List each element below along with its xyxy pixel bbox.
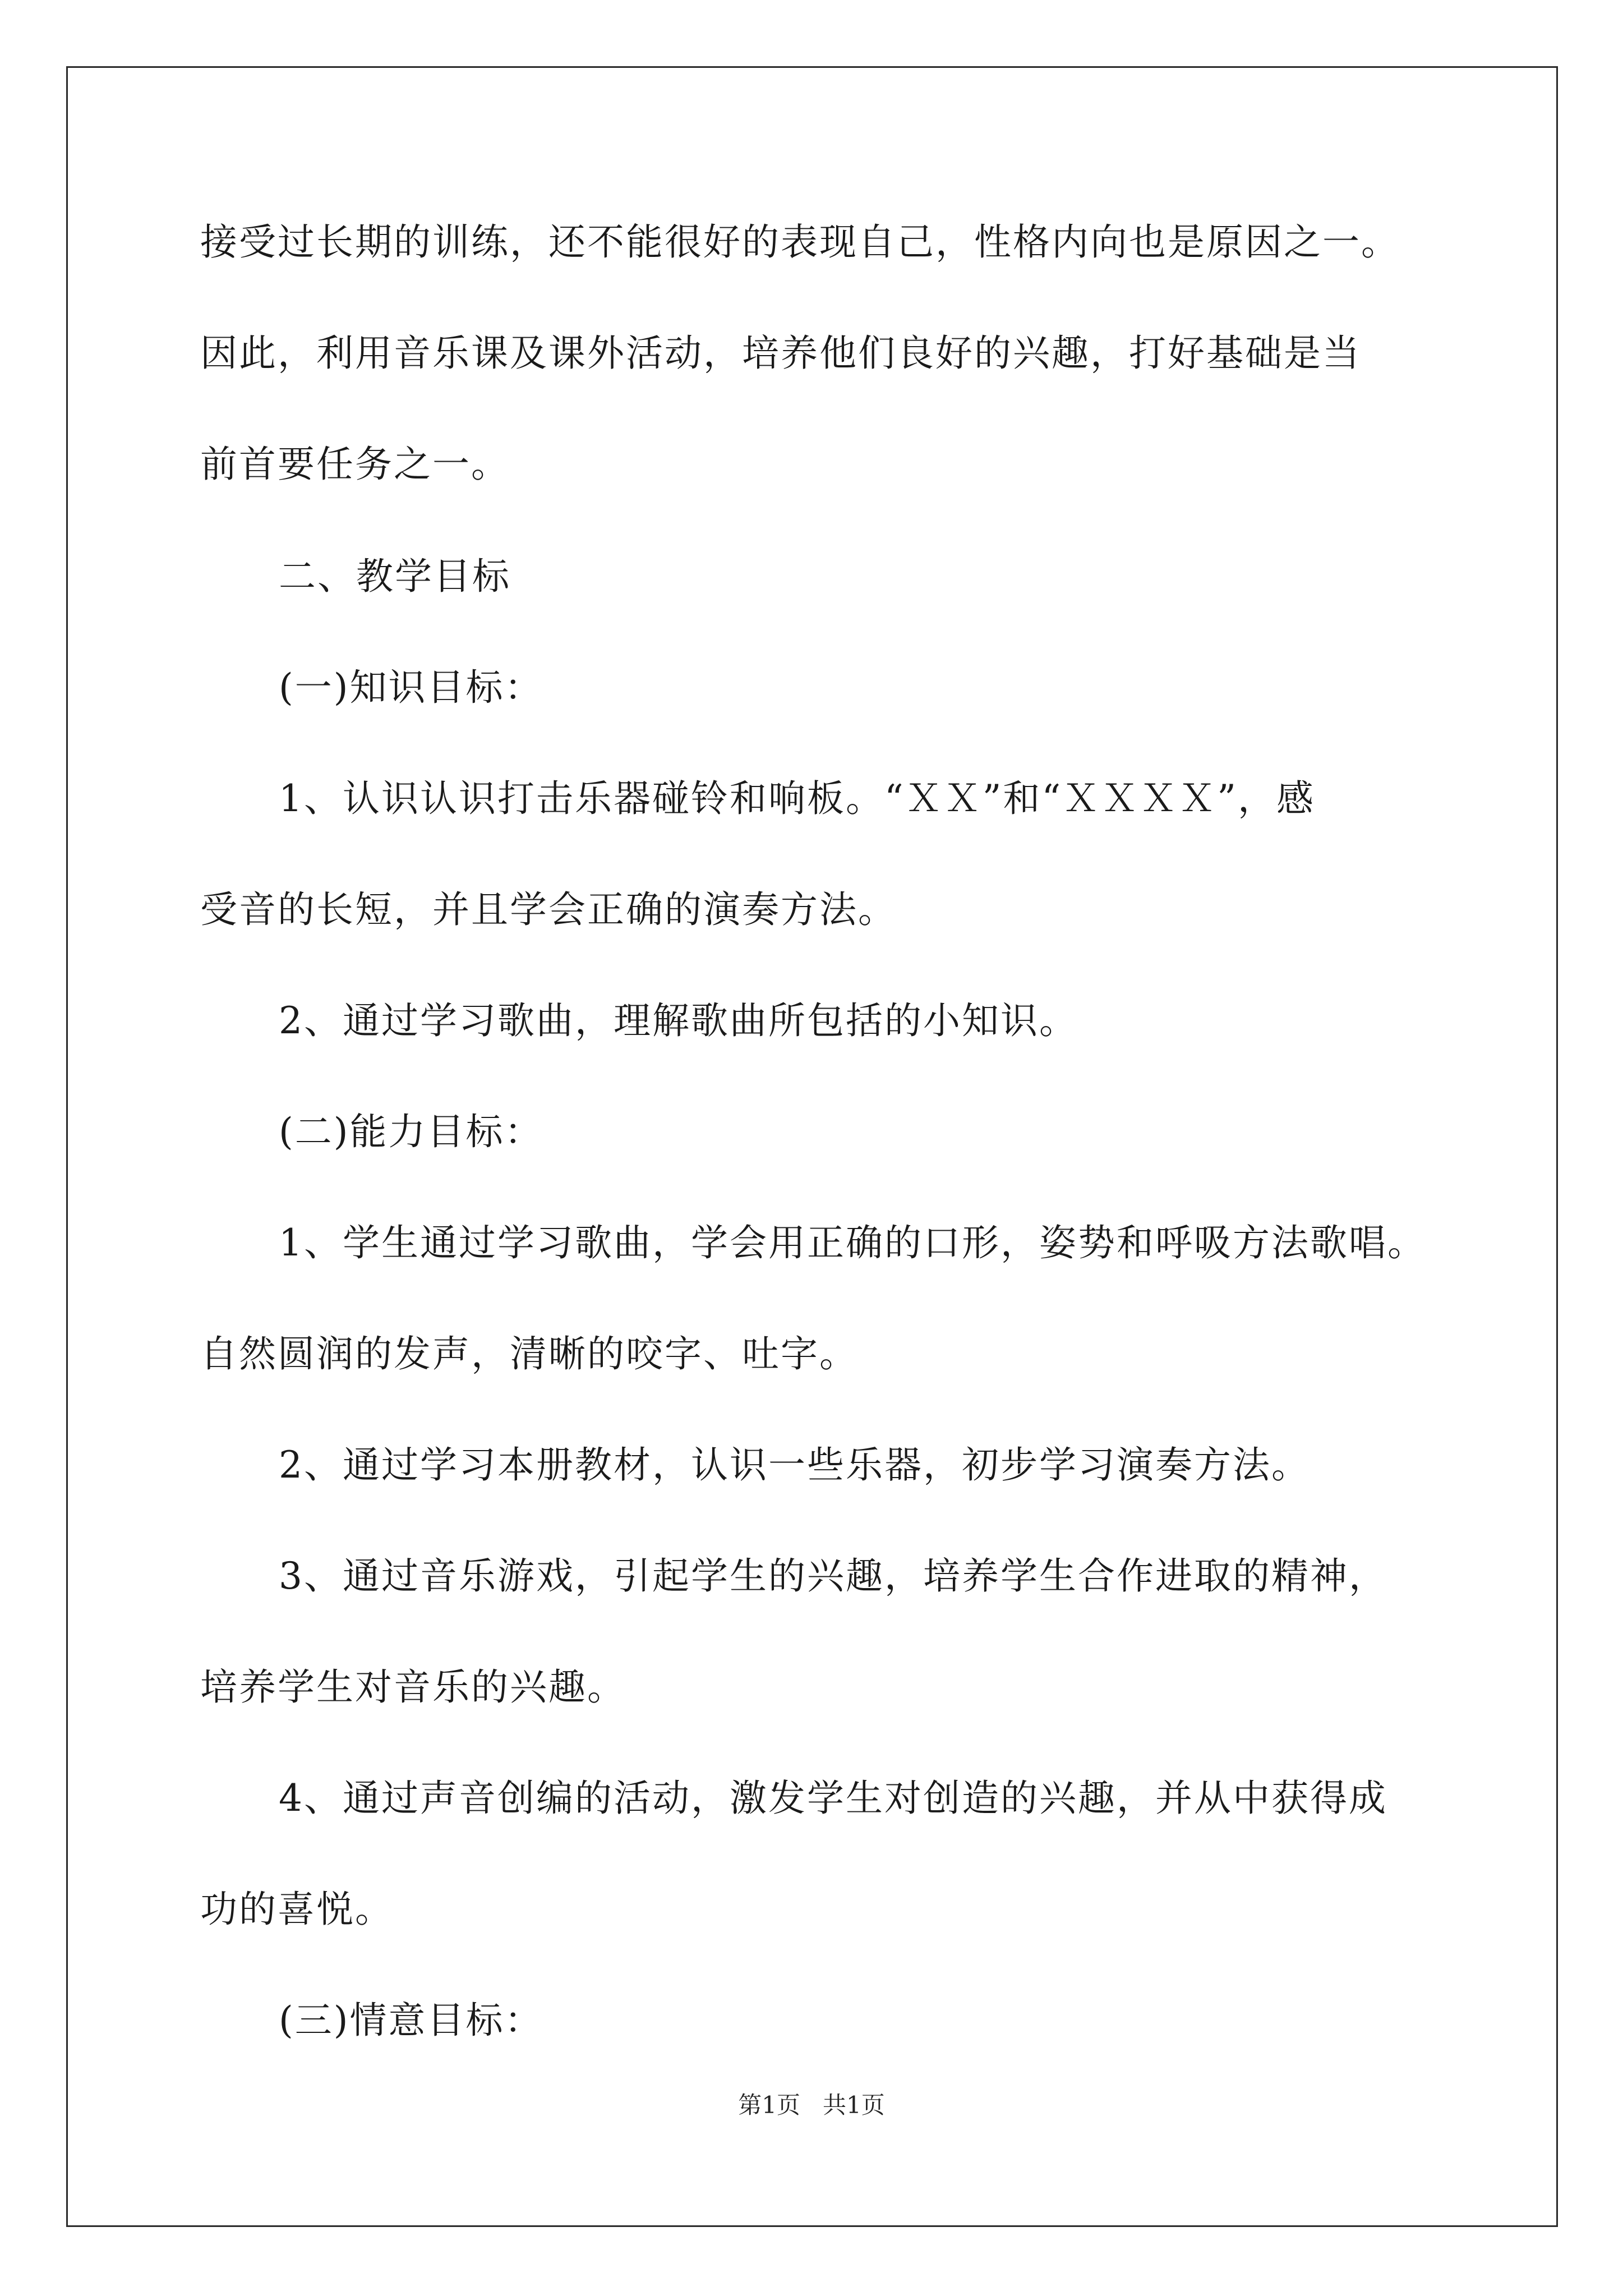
- paragraph-line: 3、通过音乐游戏，引起学生的兴趣，培养学生合作进取的精神，: [279, 1554, 1387, 1598]
- paragraph-line: 4、通过声音创编的活动，激发学生对创造的兴趣，并从中获得成: [279, 1777, 1387, 1820]
- paragraph-line: 1、认识认识打击乐器碰铃和响板。“ＸＸ”和“ＸＸＸＸ”，感: [279, 777, 1315, 820]
- paragraph-line: 因此，利用音乐课及课外活动，培养他们良好的兴趣，打好基础是当: [200, 332, 1361, 375]
- paragraph-line: 2、通过学习本册教材，认识一些乐器，初步学习演奏方法。: [279, 1443, 1310, 1487]
- paragraph-line: 功的喜悦。: [200, 1888, 394, 1931]
- paragraph-line: 2、通过学习歌曲，理解歌曲所包括的小知识。: [279, 999, 1078, 1042]
- section-heading: 二、教学目标: [279, 555, 511, 598]
- page-number-footer: 第1页 共1页: [738, 2091, 885, 2119]
- subsection-heading: (二)能力目标：: [279, 1110, 543, 1153]
- paragraph-line: 自然圆润的发声，清晰的咬字、吐字。: [200, 1332, 858, 1375]
- subsection-heading: (一)知识目标：: [279, 666, 543, 709]
- paragraph-line: 1、学生通过学习歌曲，学会用正确的口形，姿势和呼吸方法歌唱。: [279, 1221, 1426, 1264]
- subsection-heading: (三)情意目标：: [279, 1999, 543, 2042]
- paragraph-line: 受音的长短，并且学会正确的演奏方法。: [200, 888, 897, 931]
- paragraph-line: 前首要任务之一。: [200, 443, 510, 486]
- paragraph-line: 培养学生对音乐的兴趣。: [200, 1665, 626, 1709]
- paragraph-line: 接受过长期的训练，还不能很好的表现自己，性格内向也是原因之一。: [200, 220, 1400, 264]
